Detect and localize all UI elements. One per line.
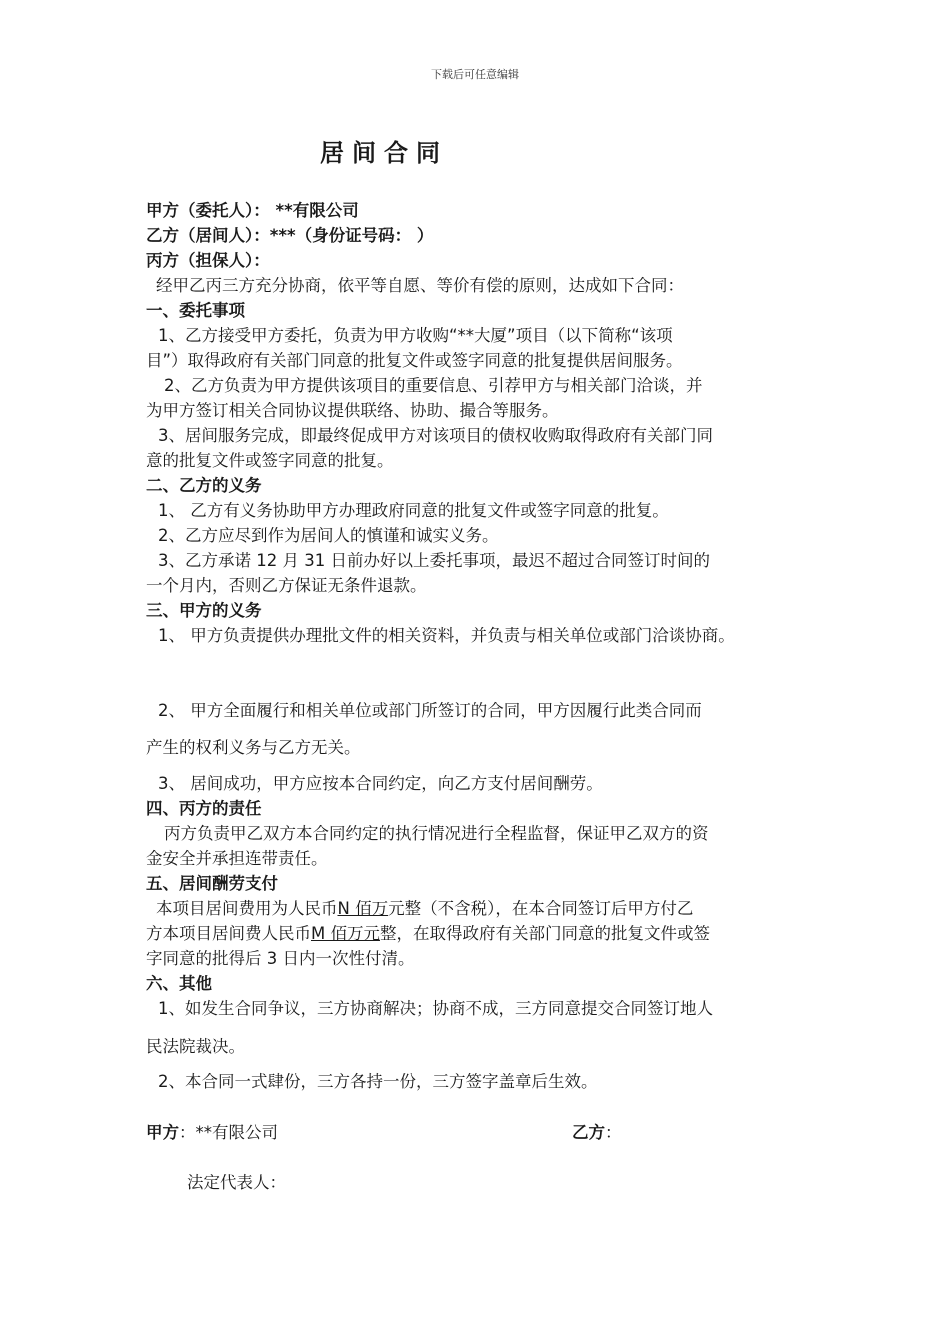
s1-item-1-line-1: 1、乙方接受甲方委托，负责为甲方收购“**大厦”项目（以下简称“该项 [158, 326, 673, 345]
s5-line-3: 字同意的批得后 3 日内一次性付清。 [146, 949, 415, 968]
header-note: 下载后可任意编辑 [431, 68, 519, 81]
s3-item-2-line-1: 2、 甲方全面履行和相关单位或部门所签订的合同，甲方因履行此类合同而 [158, 701, 702, 720]
signature-party-a-label: 甲方 [146, 1123, 179, 1142]
signature-party-b [572, 1122, 622, 1144]
s2-item-3-line-1: 3、乙方承诺 12 月 31 日前办好以上委托事项，最迟不超过合同签订时间的 [158, 551, 710, 570]
party-a-line: 甲方（委托人）： **有限公司 [146, 201, 359, 220]
s1-item-3-line-1: 3、居间服务完成，即最终促成甲方对该项目的债权收购取得政府有关部门同 [158, 426, 713, 445]
party-b-line: 乙方（居间人）：***（身份证号码： ） [146, 226, 434, 245]
page-title: 居间合同 [320, 138, 448, 167]
s5-line-1 [156, 898, 693, 920]
s5-line-2-text-b: 整，在取得政府有关部门同意的批复文件或签 [379, 924, 710, 943]
s3-item-3: 3、 居间成功，甲方应按本合同约定，向乙方支付居间酬劳。 [158, 774, 603, 793]
s1-item-2-line-1: 2、乙方负责为甲方提供该项目的重要信息、引荐甲方与相关部门洽谈，并 [164, 376, 703, 395]
s1-item-3-line-2: 意的批复文件或签字同意的批复。 [146, 451, 394, 470]
s6-item-2: 2、本合同一式肆份，三方各持一份，三方签字盖章后生效。 [158, 1072, 598, 1091]
section-3-heading: 三、甲方的义务 [146, 601, 262, 620]
signature-party-a [146, 1122, 278, 1144]
s4-line-2: 金安全并承担连带责任。 [146, 849, 328, 868]
s5-line-1-text-a: 本项目居间费用为人民币 [156, 899, 338, 918]
s2-item-1: 1、 乙方有义务协助甲方办理政府同意的批复文件或签字同意的批复。 [158, 501, 669, 520]
s2-item-2: 2、乙方应尽到作为居间人的慎谨和诚实义务。 [158, 526, 499, 545]
section-1-heading: 一、委托事项 [146, 301, 245, 320]
s5-line-2-text-a: 方本项目居间费人民币 [146, 924, 311, 943]
fee-payment-amount: M 佰万元 [311, 924, 380, 943]
legal-representative-line: 法定代表人： [187, 1173, 286, 1192]
s2-item-3-line-2: 一个月内，否则乙方保证无条件退款。 [146, 576, 427, 595]
signature-party-a-value: ：**有限公司 [179, 1123, 278, 1142]
section-5-heading: 五、居间酬劳支付 [146, 874, 278, 893]
s3-item-2-line-2: 产生的权利义务与乙方无关。 [146, 738, 361, 757]
intro-paragraph: 经甲乙丙三方充分协商，依平等自愿、等价有偿的原则，达成如下合同： [156, 276, 684, 295]
s5-line-1-text-b: 元整（不含税），在本合同签订后甲方付乙 [388, 899, 694, 918]
party-c-line: 丙方（担保人）： [146, 251, 270, 270]
s5-line-2 [146, 923, 710, 945]
s1-item-1-line-2: 目”）取得政府有关部门同意的批复文件或签字同意的批复提供居间服务。 [146, 351, 683, 370]
s6-item-1-line-1: 1、如发生合同争议，三方协商解决；协商不成，三方同意提交合同签订地人 [158, 999, 713, 1018]
fee-total-amount: N 佰万 [337, 899, 389, 918]
s4-line-1: 丙方负责甲乙双方本合同约定的执行情况进行全程监督，保证甲乙双方的资 [164, 824, 709, 843]
section-4-heading: 四、丙方的责任 [146, 799, 262, 818]
s6-item-1-line-2: 民法院裁决。 [146, 1037, 245, 1056]
signature-party-b-label: 乙方 [572, 1123, 605, 1142]
section-2-heading: 二、乙方的义务 [146, 476, 262, 495]
s1-item-2-line-2: 为甲方签订相关合同协议提供联络、协助、撮合等服务。 [146, 401, 559, 420]
s3-item-1: 1、 甲方负责提供办理批文件的相关资料，并负责与相关单位或部门洽谈协商。 [158, 626, 735, 645]
signature-party-b-value: ： [605, 1123, 622, 1142]
section-6-heading: 六、其他 [146, 974, 212, 993]
